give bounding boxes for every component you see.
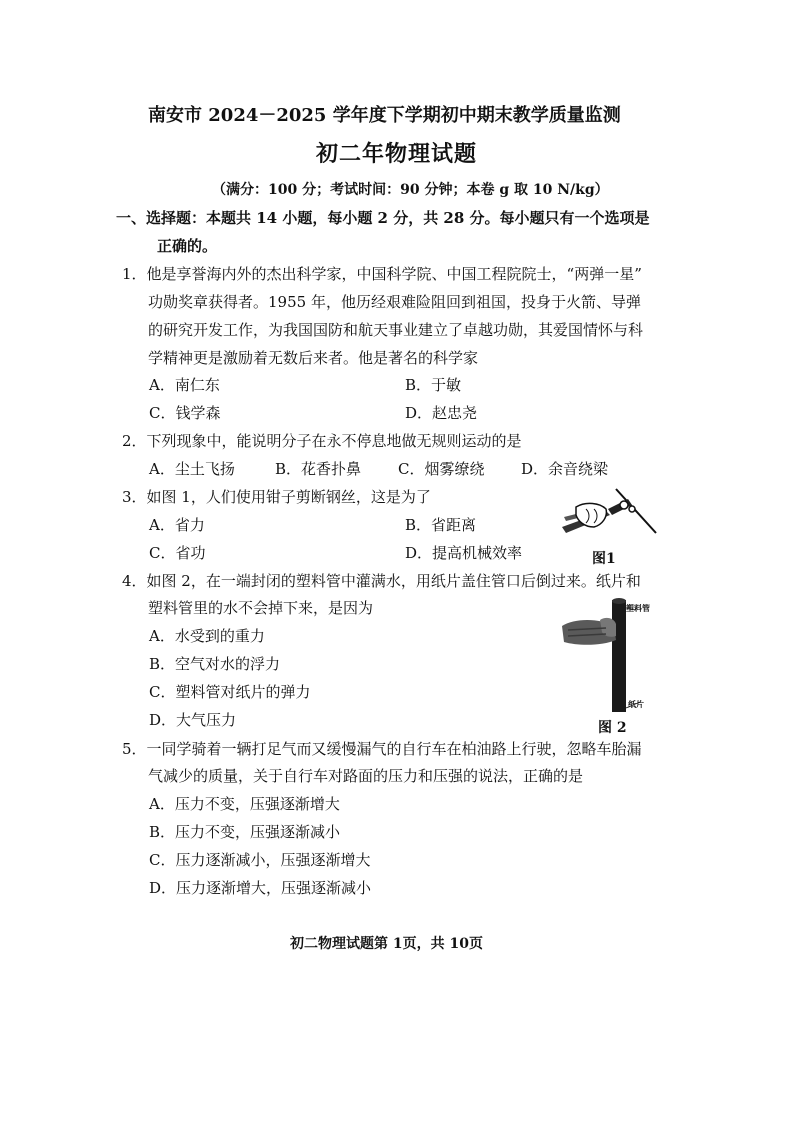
tube-figure xyxy=(560,596,644,716)
exam-subject-title: 初二年物理试题 xyxy=(316,141,478,167)
exam-header-title: 南安市 2024－2025 学年度下学期初中期末教学质量监测 xyxy=(148,105,621,126)
figure-1-caption: 图1 xyxy=(592,551,616,567)
question-5-stem: 5．一同学骑着一辆打足气而又缓慢漏气的自行车在柏油路上行驶，忽略车胎漏 xyxy=(122,740,642,758)
question-3-option-d: D．提高机械效率 xyxy=(405,544,523,562)
section-heading: 一、选择题：本题共 14 小题，每小题 2 分，共 28 分。每小题只有一个选项是 xyxy=(116,209,650,227)
question-3-option-b: B．省距离 xyxy=(405,516,477,534)
question-5-option-c: C．压力逐渐减小，压强逐渐增大 xyxy=(149,851,371,869)
question-1-line: 1．他是享誉海内外的杰出科学家，中国科学院、中国工程院院士，“两弹一星” xyxy=(122,265,642,283)
section-heading-cont: 正确的。 xyxy=(157,237,218,255)
question-4-option-b: B．空气对水的浮力 xyxy=(149,655,281,673)
question-2-option-b: B．花香扑鼻 xyxy=(275,460,362,478)
question-3-option-c: C．省功 xyxy=(149,544,206,562)
question-3-option-a: A．省力 xyxy=(149,516,205,534)
question-1-option-c: C．钱学森 xyxy=(149,404,221,422)
question-2-stem: 2．下列现象中，能说明分子在永不停息地做无规则运动的是 xyxy=(122,432,522,450)
question-2-option-c: C．烟雾缭绕 xyxy=(398,460,485,478)
question-5-option-a: A．压力不变，压强逐渐增大 xyxy=(149,795,340,813)
paper-label: 纸片 xyxy=(628,699,644,709)
question-4-stem: 4．如图 2，在一端封闭的塑料管中灌满水，用纸片盖住管口后倒过来。纸片和 xyxy=(122,572,641,590)
page-footer: 初二物理试题第 1页，共 10页 xyxy=(290,936,483,952)
figure-2-caption: 图 2 xyxy=(598,720,627,736)
question-1-option-a: A．南仁东 xyxy=(149,376,220,394)
question-2-option-d: D．余音绕梁 xyxy=(521,460,609,478)
question-4-stem-cont: 塑料管里的水不会掉下来，是因为 xyxy=(148,599,374,617)
question-4-option-d: D．大气压力 xyxy=(149,711,237,729)
pliers-figure xyxy=(556,487,660,547)
question-1-option-b: B．于敏 xyxy=(405,376,462,394)
question-5-option-b: B．压力不变，压强逐渐减小 xyxy=(149,823,341,841)
question-1-line: 的研究开发工作，为我国国防和航天事业建立了卓越功勋，其爱国情怀与科 xyxy=(148,321,644,339)
tube-label: 塑料管 xyxy=(626,603,650,613)
question-5-option-d: D．压力逐渐增大，压强逐渐减小 xyxy=(149,879,372,897)
exam-info: （满分：100 分；考试时间：90 分钟；本卷 g 取 10 N/kg） xyxy=(212,182,609,198)
question-4-option-a: A．水受到的重力 xyxy=(149,627,265,645)
question-1-option-d: D．赵忠尧 xyxy=(405,404,478,422)
question-3-stem: 3．如图 1，人们使用钳子剪断钢丝，这是为了 xyxy=(122,488,431,506)
question-5-stem-cont: 气减少的质量，关于自行车对路面的压力和压强的说法，正确的是 xyxy=(148,767,584,785)
question-2-option-a: A．尘土飞扬 xyxy=(149,460,235,478)
question-1-line: 功勋奖章获得者。1955 年，他历经艰难险阻回到祖国，投身于火箭、导弹 xyxy=(148,293,641,311)
question-4-option-c: C．塑料管对纸片的弹力 xyxy=(149,683,311,701)
question-1-line: 学精神更是激励着无数后来者。他是著名的科学家 xyxy=(148,349,479,367)
